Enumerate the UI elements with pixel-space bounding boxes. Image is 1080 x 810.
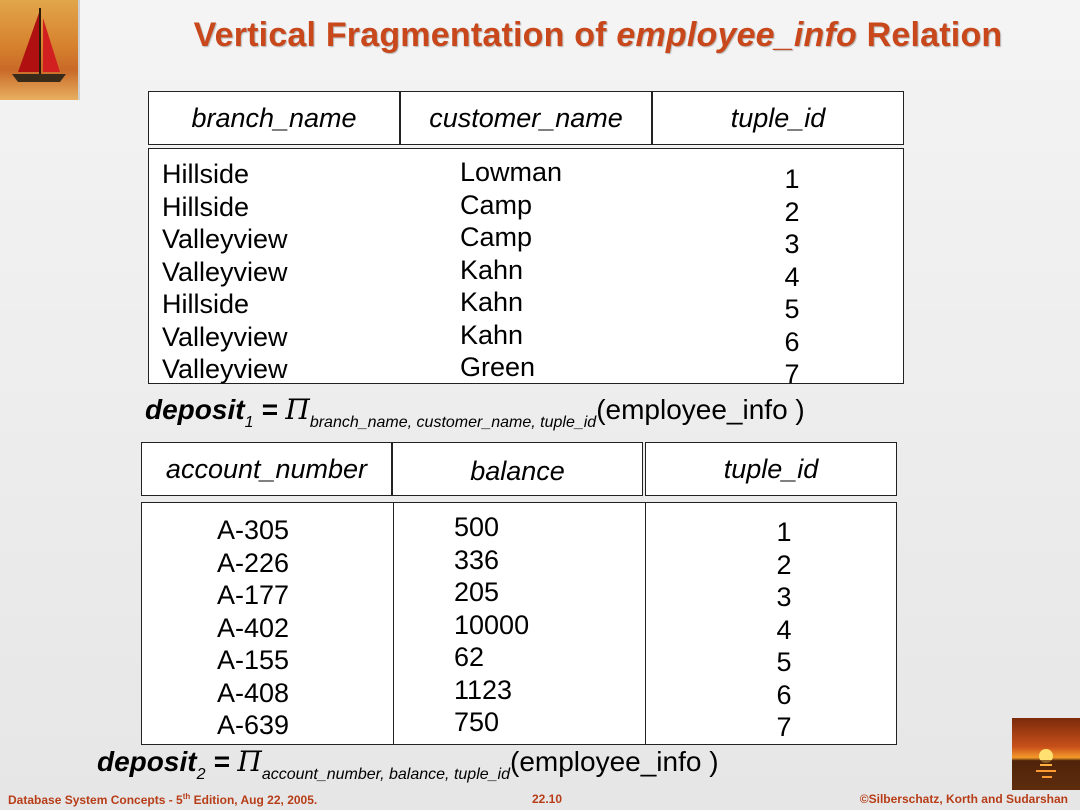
branch-name-cell: Valleyview <box>162 256 288 287</box>
tuple-id-cell: 3 <box>776 582 792 612</box>
tuple-id-cell: 5 <box>776 647 792 677</box>
balance-cell: 336 <box>454 544 500 575</box>
account-number-cell: A-305 <box>217 515 290 545</box>
page-title: Vertical Fragmentation of employee_info Relation <box>193 16 1003 54</box>
customer-name-cell: Kahn <box>460 319 524 350</box>
customer-name-cell: Kahn <box>460 287 524 317</box>
footer-left: Database System Concepts - 5th Edition, Aug 22, 2005. <box>8 792 318 807</box>
branch-name-cell: Valleyview <box>162 354 288 384</box>
balance-cell: 500 <box>454 512 500 542</box>
header-tuple-id-1: tuple_id <box>652 91 904 145</box>
branch-name-cell: Valleyview <box>162 321 288 352</box>
footer-copyright: ©Silberschatz, Korth and Sudarshan <box>859 792 1068 806</box>
tuple-id-cell: 2 <box>776 549 792 580</box>
tuple-id-cell: 1 <box>784 164 800 194</box>
account-number-cell: A-639 <box>217 710 290 740</box>
sailboat-logo <box>0 0 80 100</box>
tuple-id-cell: 6 <box>776 679 792 710</box>
formula-deposit1: deposit$_1$ = $\Pi_{branch\_name, customer\_name, tuple\_id}(employee\_info$ ) <box>145 393 805 431</box>
tuple-id-cell: 2 <box>784 196 800 227</box>
account-number-cell: A-177 <box>217 580 290 610</box>
formula-deposit2: deposit$_2$ = $\Pi_{account\_number, balance, tuple\_id}(employee\_info$ ) <box>97 745 719 783</box>
customer-name-cell: Green <box>460 352 536 382</box>
sunset-logo <box>1012 718 1080 790</box>
balance-cell: 205 <box>454 577 500 607</box>
account-number-box <box>141 502 394 745</box>
balance-cell: 10000 <box>454 609 530 640</box>
tuple-id-column-1 <box>782 163 802 391</box>
customer-name-column <box>460 156 562 384</box>
header-customer-name: customer_name <box>400 91 652 145</box>
table1-body <box>148 148 904 389</box>
customer-name-cell: Camp <box>460 189 533 220</box>
tuple-id-cell: 7 <box>784 359 800 389</box>
customer-name-cell: Lowman <box>460 157 563 187</box>
tuple-id-cell: 1 <box>776 517 792 547</box>
balance-cell: 62 <box>454 642 485 672</box>
balance-cell: 750 <box>454 707 500 737</box>
branch-name-column <box>162 158 288 386</box>
branch-name-cell: Valleyview <box>162 224 288 254</box>
header-account-number: account_number <box>141 442 392 496</box>
tuple-id-cell: 6 <box>784 326 800 357</box>
sunset-icon <box>1012 718 1080 790</box>
branch-name-cell: Hillside <box>162 289 250 319</box>
branch-name-cell: Hillside <box>162 159 250 189</box>
tuple-id-cell: 3 <box>784 229 800 259</box>
balance-cell: 1123 <box>454 674 513 705</box>
sailboat-icon <box>0 0 78 100</box>
account-number-cell: A-402 <box>217 612 290 643</box>
footer-page-number: 22.10 <box>532 792 563 806</box>
tuple-id-column-2 <box>774 516 794 744</box>
footer <box>0 788 1080 810</box>
tuple-id-cell: 7 <box>776 712 792 742</box>
tuple-id-box-2 <box>645 502 897 745</box>
balance-column <box>454 511 529 739</box>
branch-name-cell: Hillside <box>162 191 250 222</box>
account-number-cell: A-226 <box>217 547 290 578</box>
balance-box <box>393 502 646 745</box>
tuple-id-cell: 5 <box>784 294 800 324</box>
header-balance: balance <box>392 442 643 496</box>
header-branch-name: branch_name <box>148 91 400 145</box>
tuple-id-cell: 4 <box>776 614 792 645</box>
account-number-column <box>217 514 289 742</box>
header-tuple-id-2: tuple_id <box>645 442 897 496</box>
customer-name-cell: Camp <box>460 222 533 252</box>
account-number-cell: A-155 <box>217 645 290 675</box>
customer-name-cell: Kahn <box>460 254 524 285</box>
account-number-cell: A-408 <box>217 677 290 708</box>
tuple-id-cell: 4 <box>784 261 800 292</box>
